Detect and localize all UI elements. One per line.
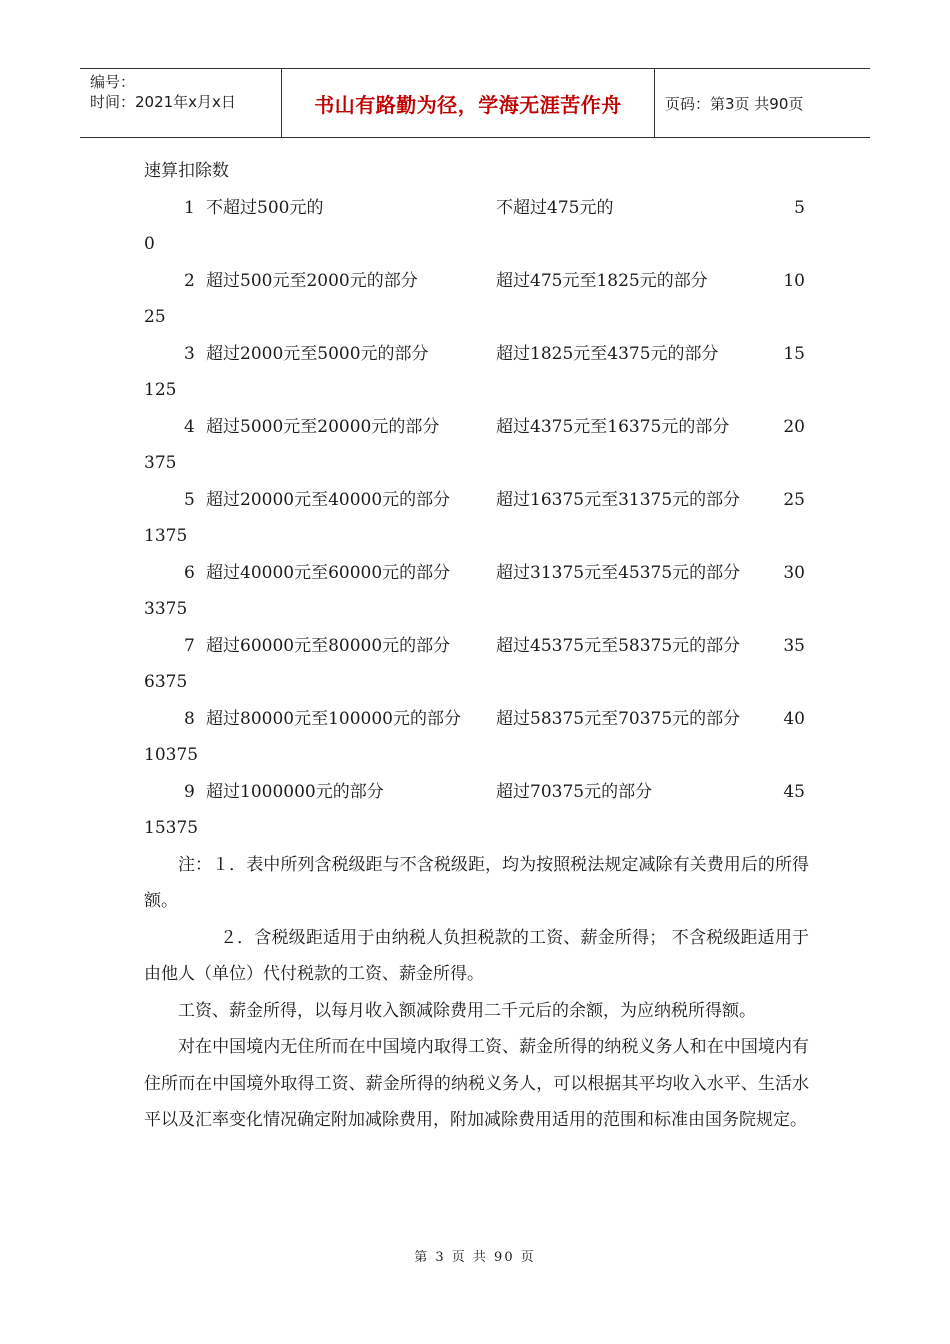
net-range: 超过1825元至4375元的部分 xyxy=(496,343,719,364)
table-row xyxy=(144,555,809,628)
page-footer: 第 3 页 共 90 页 xyxy=(414,1250,536,1265)
quick-deduction: 25 xyxy=(144,307,166,327)
tax-rate: 15 xyxy=(783,343,805,364)
quick-deduction: 0 xyxy=(144,234,155,254)
table-row xyxy=(144,774,809,847)
taxable-range: 不超过500元的 xyxy=(206,197,324,218)
table-row xyxy=(144,263,809,336)
tax-rate: 30 xyxy=(783,562,805,583)
tax-rate: 5 xyxy=(794,197,805,218)
row-number: 4 xyxy=(184,416,195,437)
net-range: 超过31375元至45375元的部分 xyxy=(496,562,741,583)
taxable-range: 超过1000000元的部分 xyxy=(206,781,384,802)
page-label: 页码：第3页 共90页 xyxy=(665,94,804,113)
motto: 书山有路勤为径，学海无涯苦作舟 xyxy=(314,92,622,117)
header-motto-cell xyxy=(282,69,655,137)
row-number: 1 xyxy=(184,197,195,218)
row-number: 8 xyxy=(184,708,195,729)
page-header xyxy=(80,68,870,138)
quick-deduction: 1375 xyxy=(144,526,188,546)
note-2: ２．含税级距适用于由纳税人负担税款的工资、薪金所得； 不含税级距适用于由他人（单位）代付税款的工资、薪金所得。 xyxy=(144,927,809,984)
quick-deduction: 125 xyxy=(144,380,177,400)
row-number: 3 xyxy=(184,343,195,364)
net-range: 超过4375元至16375元的部分 xyxy=(496,416,730,437)
taxable-range: 超过2000元至5000元的部分 xyxy=(206,343,429,364)
paragraph-salary: 工资、薪金所得，以每月收入额减除费用二千元后的余额，为应纳税所得额。 xyxy=(178,1000,756,1021)
net-range: 超过70375元的部分 xyxy=(496,781,653,802)
quick-deduction: 10375 xyxy=(144,745,199,765)
note-1: 注：１．表中所列含税级距与不含税级距，均为按照税法规定减除有关费用后的所得额。 xyxy=(144,854,809,911)
tax-rate-table xyxy=(144,190,809,847)
table-row xyxy=(144,628,809,701)
number-label: 编号： xyxy=(90,73,136,91)
document-body xyxy=(144,153,809,1139)
net-range: 超过58375元至70375元的部分 xyxy=(496,708,741,729)
tax-rate: 20 xyxy=(783,416,805,437)
net-range: 超过16375元至31375元的部分 xyxy=(496,489,741,510)
taxable-range: 超过40000元至60000元的部分 xyxy=(206,562,451,583)
tax-rate: 10 xyxy=(783,270,805,291)
quick-deduction: 375 xyxy=(144,453,177,473)
net-range: 不超过475元的 xyxy=(496,197,614,218)
net-range: 超过475元至1825元的部分 xyxy=(496,270,708,291)
quick-deduction: 3375 xyxy=(144,599,188,619)
section-heading: 速算扣除数 xyxy=(144,161,229,181)
header-page-cell xyxy=(655,69,870,137)
paragraph-additional-deduction: 对在中国境内无住所而在中国境内取得工资、薪金所得的纳税义务人和在中国境内有住所而在中国境外取得工资、薪金所得的纳税义务人，可以根据其平均收入水平、生活水平以及汇率变化情况确定附加减除费用，附加减除费用适用的范围和标准由国务院规定。 xyxy=(144,1037,809,1130)
tax-rate: 40 xyxy=(783,708,805,729)
taxable-range: 超过5000元至20000元的部分 xyxy=(206,416,440,437)
row-number: 6 xyxy=(184,562,195,583)
table-row xyxy=(144,482,809,555)
taxable-range: 超过500元至2000元的部分 xyxy=(206,270,418,291)
tax-rate: 25 xyxy=(783,489,805,510)
tax-rate: 45 xyxy=(783,781,805,802)
tax-rate: 35 xyxy=(783,635,805,656)
quick-deduction: 6375 xyxy=(144,672,188,692)
quick-deduction: 15375 xyxy=(144,818,199,838)
table-row xyxy=(144,409,809,482)
net-range: 超过45375元至58375元的部分 xyxy=(496,635,741,656)
row-number: 7 xyxy=(184,635,195,656)
time-label: 时间：2021年x月x日 xyxy=(90,93,236,111)
taxable-range: 超过60000元至80000元的部分 xyxy=(206,635,451,656)
row-number: 5 xyxy=(184,489,195,510)
taxable-range: 超过80000元至100000元的部分 xyxy=(206,708,461,729)
taxable-range: 超过20000元至40000元的部分 xyxy=(206,489,451,510)
table-row xyxy=(144,190,809,263)
header-meta xyxy=(80,69,282,137)
row-number: 9 xyxy=(184,781,195,802)
table-row xyxy=(144,336,809,409)
row-number: 2 xyxy=(184,270,195,291)
table-row xyxy=(144,701,809,774)
